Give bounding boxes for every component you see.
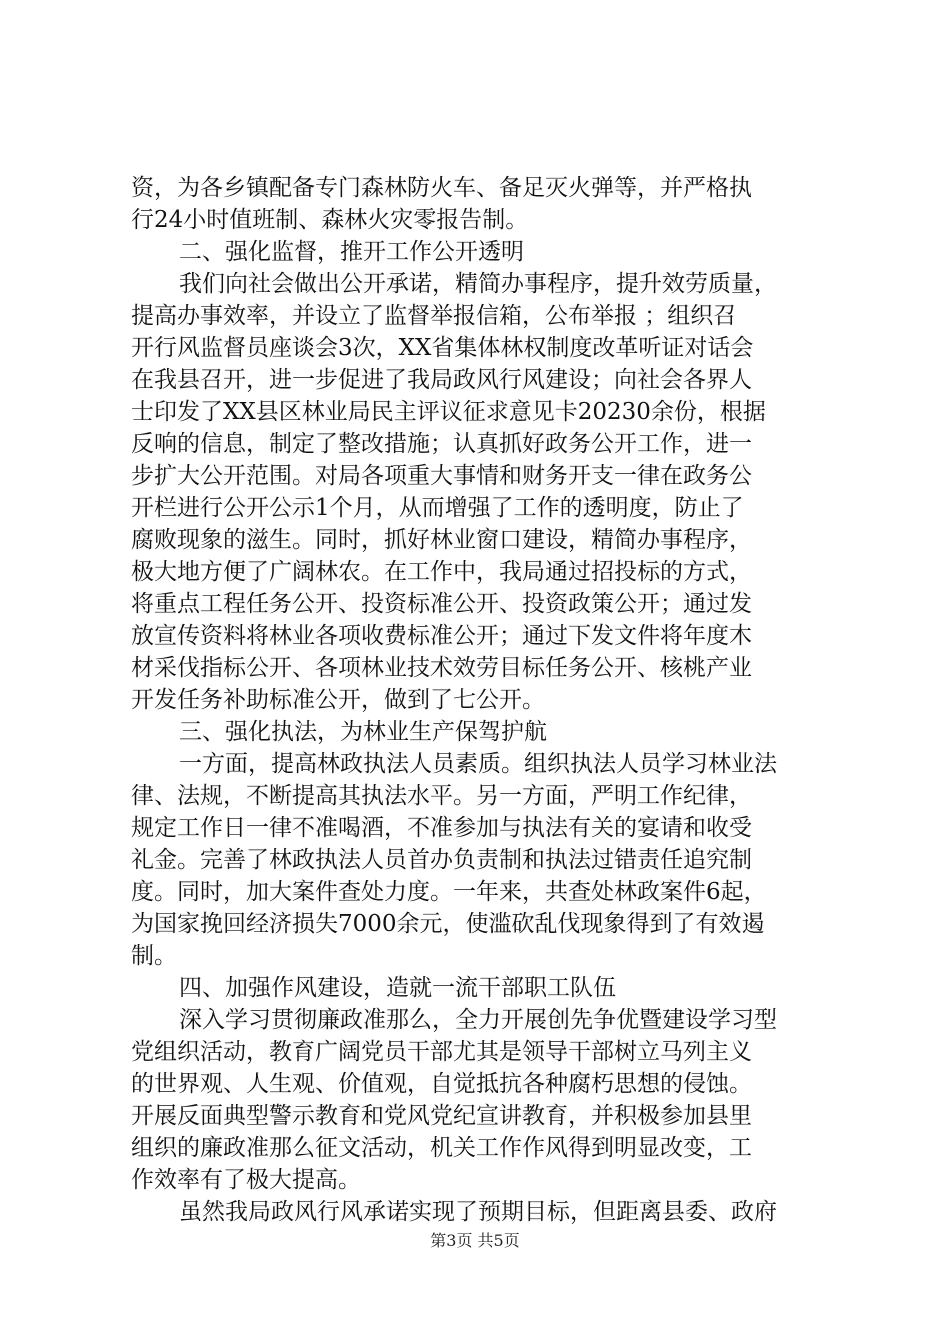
text-line: 深入学习贯彻廉政准那么，全力开展创先争优暨建设学习型 — [179, 1007, 777, 1033]
text-line: 开发任务补助标准公开，做到了七公开。 — [131, 687, 545, 713]
text-line: 二、强化监督，推开工作公开透明 — [179, 239, 524, 265]
text-line: 极大地方便了广阔林农。在工作中，我局通过招投标的方式， — [131, 559, 752, 585]
text-line: 三、强化执法，为林业生产保驾护航 — [179, 719, 547, 745]
text-line: 提高办事效率，并设立了监督举报信箱，公布举报 ；组织召 — [131, 303, 737, 329]
text-line: 开栏进行公开公示1个月，从而增强了工作的透明度，防止了 — [131, 495, 744, 521]
text-line: 的世界观、人生观、价值观，自觉抵抗各种腐朽思想的侵蚀。 — [131, 1071, 752, 1097]
text-line: 规定工作日一律不准喝酒，不准参加与执法有关的宴请和收受 — [131, 815, 752, 841]
text-line: 材采伐指标公开、各项林业技术效劳目标任务公开、核桃产业 — [131, 655, 752, 681]
text-line: 党组织活动，教育广阔党员干部尤其是领导干部树立马列主义 — [131, 1039, 752, 1065]
text-line: 四、加强作风建设，造就一流干部职工队伍 — [179, 975, 616, 1001]
text-line: 资，为各乡镇配备专门森林防火车、备足灭火弹等，并严格执 — [131, 175, 752, 201]
text-line: 反响的信息，制定了整改措施；认真抓好政务公开工作，进一 — [131, 431, 752, 457]
text-line: 步扩大公开范围。对局各项重大事情和财务开支一律在政务公 — [131, 463, 752, 489]
text-line: 我们向社会做出公开承诺，精简办事程序，提升效劳质量， — [179, 271, 777, 297]
text-line: 将重点工程任务公开、投资标准公开、投资政策公开；通过发 — [131, 591, 752, 617]
text-line: 开展反面典型警示教育和党风党纪宣讲教育，并积极参加县里 — [131, 1103, 752, 1129]
text-line: 为国家挽回经济损失7000余元，使滥砍乱伐现象得到了有效遏 — [131, 911, 765, 937]
text-line: 士印发了XX县区林业局民主评议征求意见卡20230余份，根据 — [131, 399, 766, 425]
text-line: 虽然我局政风行风承诺实现了预期目标，但距离县委、政府 — [179, 1199, 777, 1225]
text-line: 在我县召开，进一步促进了我局政风行风建设；向社会各界人 — [131, 367, 752, 393]
text-line: 开行风监督员座谈会3次，XX省集体林权制度改革听证对话会 — [131, 335, 754, 361]
text-line: 律、法规，不断提高其执法水平。另一方面，严明工作纪律， — [131, 783, 752, 809]
text-line: 放宣传资料将林业各项收费标准公开；通过下发文件将年度木 — [131, 623, 752, 649]
document-body — [131, 172, 831, 1228]
text-line: 作效率有了极大提高。 — [131, 1167, 361, 1193]
text-line: 制。 — [131, 943, 177, 969]
text-line: 腐败现象的滋生。同时，抓好林业窗口建设，精简办事程序， — [131, 527, 752, 553]
text-line: 一方面，提高林政执法人员素质。组织执法人员学习林业法 — [179, 751, 777, 777]
text-line: 行24小时值班制、森林火灾零报告制。 — [131, 207, 529, 233]
text-line: 礼金。完善了林政执法人员首办负责制和执法过错责任追究制 — [131, 847, 752, 873]
text-line: 组织的廉政准那么征文活动，机关工作作风得到明显改变，工 — [131, 1135, 752, 1161]
text-line: 度。同时，加大案件查处力度。一年来，共查处林政案件6起， — [131, 879, 767, 905]
page-footer: 第3页 共5页 — [430, 1231, 520, 1250]
